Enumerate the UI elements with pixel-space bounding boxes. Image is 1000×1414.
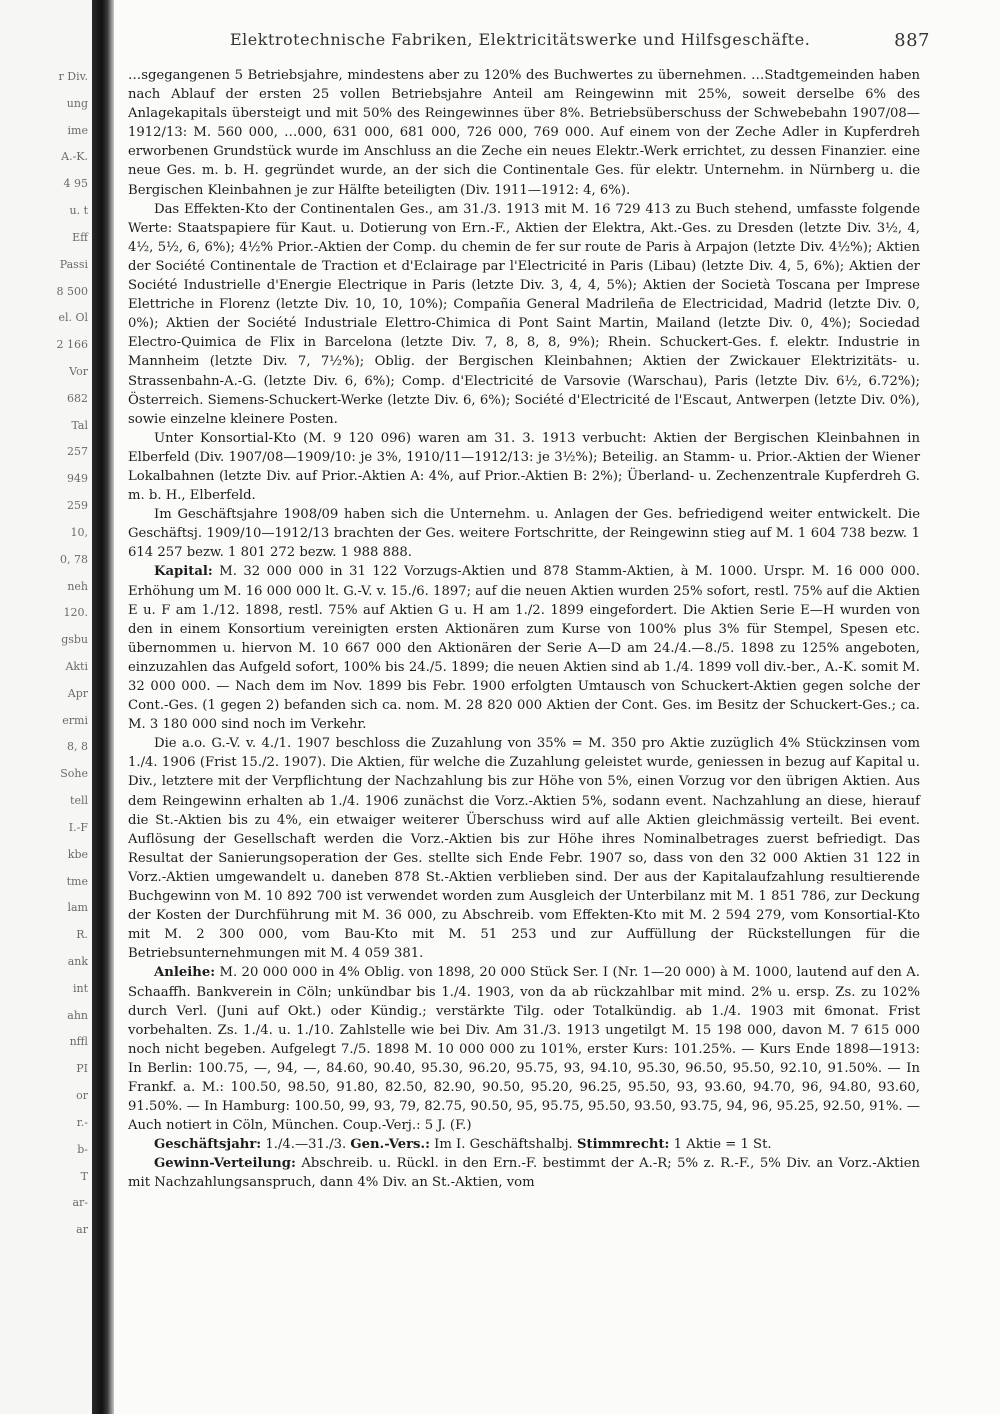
margin-fragment: 259 bbox=[67, 499, 88, 512]
margin-fragment: nffl bbox=[69, 1035, 88, 1048]
margin-fragment: Passi bbox=[59, 258, 88, 271]
margin-fragment: PI bbox=[76, 1062, 88, 1075]
margin-fragment: lam bbox=[67, 901, 88, 914]
margin-fragment: kbe bbox=[67, 848, 88, 861]
paragraph-anleihe: Anleihe: M. 20 000 000 in 4% Oblig. von 1898, 20 000 Stück Ser. I (Nr. 1—20 000) à M. 1000, lautend auf den A. Schaaffh. Bankverein in Cöln; unkündbar bis 1./4. 1903, von da ab rückzahlbar mit mind. 2% u. ersp. Zs. zu 102% durch Verl. (Juni auf Okt.) oder Kündig.; verstärkte Tilg. oder Totalkündig. ab 1./4. 1903 mit 6monat. Frist vorbehalten. Zs. 1./4. u. 1./10. Zahlstelle wie bei Div. Am 31./3. 1913 ungetilgt M. 15 198 000, davon M. 7 615 000 noch nicht begeben. Aufgelegt 7./5. 1898 M. 10 000 000 zu 101%, erster Kurs: 101.25%. — Kurs Ende 1898—1913: In Berlin: 100.75, —, 94, —, 84.60, 90.40, 95.30, 96.20, 95.75, 93, 94.10, 95.30, 96.50, 95.50, 92.10, 91.50%. — In Frankf. a. M.: 100.50, 98.50, 91.80, 82.50, 82.90, 90.50, 95.20, 96.25, 95.50, 93, 93.60, 94.70, 96, 94.80, 93.60, 91.50%. — In Hamburg: 100.50, 99, 93, 79, 82.75, 90.50, 95, 95.75, 95.50, 93.50, 93.75, 94, 96, 95.25, 92.50, 91%. — Auch notiert in Cöln, München. Coup.-Verj.: 5 J. (F.) bbox=[128, 965, 920, 1134]
margin-fragment: b- bbox=[77, 1143, 88, 1156]
margin-fragment: tell bbox=[70, 794, 88, 807]
page-number: 887 bbox=[894, 30, 930, 51]
margin-fragment: 10, bbox=[70, 526, 88, 539]
section-label: Kapital: bbox=[154, 564, 213, 580]
margin-fragment: r Div. bbox=[58, 70, 88, 83]
margin-fragment: 257 bbox=[67, 445, 88, 458]
margin-fragment: 682 bbox=[67, 392, 88, 405]
margin-fragment: r.- bbox=[76, 1116, 88, 1129]
book-gutter-shadow bbox=[92, 0, 114, 1414]
margin-fragment: gsbu bbox=[61, 633, 88, 646]
margin-fragment: Akti bbox=[65, 660, 88, 673]
margin-fragment: ermi bbox=[62, 714, 88, 727]
margin-fragment: ar bbox=[76, 1223, 88, 1236]
margin-fragment: int bbox=[72, 982, 88, 995]
margin-fragment: 949 bbox=[67, 472, 88, 485]
paragraph-kapital: Kapital: M. 32 000 000 in 31 122 Vorzugs-Aktien und 878 Stamm-Aktien, à M. 1000. Urspr. M. 16 000 000. Erhöhung um M. 16 000 000 lt. G.-V. v. 15./6. 1897; auf die neuen Aktien wurden 25% sofort, restl. 75% auf die Aktien E u. F am 1./12. 1898, restl. 75% auf Aktien G u. H am 1./2. 1899 eingefordert. Die Aktien Serie E—H wurden von den in einem Konsortium vereinigten ersten Aktionären zum Kurse von 100% plus 3% für Stempel, Spesen etc. übernommen u. hiervon M. 10 667 000 den Aktionären der Serie A—D am 24./4.—8./5. 1898 zu 125% angeboten, einzuzahlen das Aufgeld sofort, 100% bis 24./5. 1899; die neuen Aktien sind ab 1./4. 1899 voll div.-ber., A.-K. somit M. 32 000 000. — Nach dem im Nov. 1899 bis Febr. 1900 erfolgten Umtausch von Schuckert-Aktien gegen solche der Cont.-Ges. (1 gegen 2) befanden sich ca. nom. M. 28 820 000 Aktien der Cont. Ges. im Besitz der Schuckert-Ges.; ca. M. 3 180 000 sind noch im Verkehr. bbox=[128, 564, 920, 733]
margin-fragment: 8, 8 bbox=[67, 740, 88, 753]
footer-line-geschaeftsjahr: Geschäftsjahr: 1./4.—31./3. Gen.-Vers.: Im I. Geschäftshalbj. Stimmrecht: 1 Aktie = 1 St. bbox=[154, 1137, 772, 1153]
margin-fragment: R. bbox=[76, 928, 88, 941]
adjacent-page-margin bbox=[0, 0, 92, 1414]
paragraph: Unter Konsortial-Kto (M. 9 120 096) waren am 31. 3. 1913 verbucht: Aktien der Bergischen Kleinbahnen in Elberfeld (Div. 1907/08—1909/10: je 3%, 1910/11—1912/13: je 3½%); Beteilig. an Stamm- u. Prior.-Aktien der Wiener Lokalbahnen (letzte Div. auf Prior.-Aktien A: 4%, auf Prior.-Aktien B: 2%); Überland- u. Zechenzentrale Kupferdreh G. m. b. H., Elberfeld. bbox=[128, 430, 920, 504]
margin-fragment: T bbox=[80, 1170, 88, 1183]
margin-fragment: 120. bbox=[63, 606, 88, 619]
footer-line-gewinnverteilung: Gewinn-Verteilung: Abschreib. u. Rückl. in den Ern.-F. bestimmt der A.-R; 5% z. R.-F., 5% Div. an Vorz.-Aktien mit Nachzahlungsanspruch, dann 4% Div. an St.-Aktien, vom bbox=[128, 1156, 920, 1191]
margin-fragment: A.-K. bbox=[61, 150, 88, 163]
margin-fragment: or bbox=[76, 1089, 88, 1102]
paragraph: …sgegangenen 5 Betriebsjahre, mindestens aber zu 120% des Buchwertes zu übernehmen. …Stadtgemeinden haben nach Ablauf der ersten 25 vollen Betriebsjahre Anteil am Reingewinn mit 25%, soweit derselbe 6% des Anlagekapitals übersteigt und mit 50% des Reingewinnes über 8%. Betriebsüberschuss der Schwebebahn 1907/08—1912/13: M. 560 000, …000, 631 000, 681 000, 726 000, 769 000. Auf einem von der Zeche Adler in Kupferdreh erworbenen Grundstück wurde im Anschluss an die Zeche ein neues Elektr.-Werk errichtet, zu dessen Finanzier. eine neue Ges. m. b. H. gegründet wurde, an der sich die Continentale Ges. für elektr. Unternehm. in Nürnberg u. die Bergischen Kleinbahnen je zur Hälfte beteiligten (Div. 1911—1912: 4, 6%). bbox=[128, 68, 920, 198]
margin-fragment: ar- bbox=[72, 1196, 88, 1209]
running-header bbox=[230, 30, 930, 54]
margin-fragment: Eff bbox=[72, 231, 88, 244]
margin-fragment: Tal bbox=[71, 419, 88, 432]
margin-fragment: el. Ol bbox=[58, 311, 88, 324]
margin-fragment: Vor bbox=[69, 365, 88, 378]
paragraph: Die a.o. G.-V. v. 4./1. 1907 beschloss die Zuzahlung von 35% = M. 350 pro Aktie zuzüglich 4% Stückzinsen vom 1./4. 1906 (Frist 15./2. 1907). Die Aktien, für welche die Zuzahlung geleistet wurde, geniessen in bezug auf Kapital u. Div., letztere mit der Verpflichtung der Nachzahlung bis zur Höhe von 5%, einen Vorzug vor den übrigen Aktien. Aus dem Reingewinn erhalten ab 1./4. 1906 zunächst die Vorz.-Aktien 5%, sodann event. Nachzahlung an diese, hierauf die St.-Aktien bis zu 4%, ein etwaiger weiterer Überschuss wird auf alle Aktien gleichmässig verteilt. Bei event. Auflösung der Gesellschaft werden die Vorz.-Aktien bis zur Höhe ihres Nominalbetrages zuerst befriedigt. Das Resultat der Sanierungsoperation der Ges. stellte sich Ende Febr. 1907 so, dass von den 32 000 Aktien 31 122 in Vorz.-Aktien umgewandelt u. daneben 878 St.-Aktien verblieben sind. Der aus der Kapitalaufzahlung resultierende Buchgewinn von M. 10 892 700 ist verwendet worden zum Ausgleich der Unterbilanz mit M. 1 851 786, zur Deckung der Kosten der Durchführung mit M. 36 000, zu Abschreib. vom Effekten-Kto mit M. 2 594 279, vom Konsortial-Kto mit M. 2 300 000, vom Bau-Kto mit M. 51 253 und zur Auffüllung der Rückstellungen für die Betriebsunternehmungen mit M. 4 059 381. bbox=[128, 736, 920, 962]
margin-fragment: 4 95 bbox=[63, 177, 88, 190]
margin-fragment: I.-F bbox=[68, 821, 88, 834]
margin-fragment: Apr bbox=[67, 687, 88, 700]
page-body bbox=[128, 66, 920, 1394]
margin-fragment: 2 166 bbox=[56, 338, 88, 351]
margin-fragment: 0, 78 bbox=[60, 553, 88, 566]
margin-fragment: ahn bbox=[67, 1009, 88, 1022]
margin-fragment: ung bbox=[66, 97, 88, 110]
margin-fragment: ank bbox=[67, 955, 88, 968]
section-label: Anleihe: bbox=[154, 965, 216, 981]
margin-fragment: neh bbox=[67, 580, 88, 593]
margin-fragment: ime bbox=[67, 124, 88, 137]
paragraph: Das Effekten-Kto der Continentalen Ges., am 31./3. 1913 mit M. 16 729 413 zu Buch stehend, umfasste folgende Werte: Staatspapiere für Kaut. u. Dotierung von Ern.-F., Aktien der Elektra, Akt.-Ges. zu Dresden (letzte Div. 3½, 4, 4½, 5½, 6, 6%); 4½% Prior.-Aktien der Comp. du chemin de fer sur route de Paris à Arpajon (letzte Div. 4½%); Aktien der Société Continentale de Traction et d'Eclairage par l'Electricité in Paris (Libau) (letzte Div. 4, 5, 6%); Aktien der Société Industrielle d'Energie Electrique in Paris (letzte Div. 3, 4, 4, 5%); Aktien der Società Toscana per Imprese Elettriche in Florenz (letzte Div. 10, 10, 10%); Compañia General Madrileña de Electricidad, Madrid (letzte Div. 0, 0%); Aktien der Société Industriale Elettro-Chimica di Pont Saint Martin, Mailand (letzte Div. 0, 4%); Sociedad Electro-Quimica de Flix in Barcelona (letzte Div. 7, 8, 8, 8, 9%); Rhein. Schuckert-Ges. f. elektr. Industrie in Mannheim (letzte Div. 7, 7½%); Oblig. der Bergischen Kleinbahnen; Aktien der Zwickauer Elektrizitäts- u. Strassenbahn-A.-G. (letzte Div. 6, 6%); Comp. d'Electricité de Varsovie (Warschau), Paris (letzte Div. 6½, 6.72%); Österreich. Siemens-Schuckert-Werke (letzte Div. 6, 6%); Société d'Electricité de l'Escaut, Antwerpen (letzte Div. 0%), sowie einzelne kleinere Posten. bbox=[128, 201, 920, 427]
paragraph: Im Geschäftsjahre 1908/09 haben sich die Unternehm. u. Anlagen der Ges. befriedigend weiter entwickelt. Die Geschäftsj. 1909/10—1912/13 brachten der Ges. weitere Fortschritte, der Reingewinn stieg auf M. 1 604 738 bezw. 1 614 257 bezw. 1 801 272 bezw. 1 988 888. bbox=[128, 507, 920, 561]
header-title: Elektrotechnische Fabriken, Elektricitätswerke und Hilfsgeschäfte. bbox=[230, 30, 811, 49]
margin-fragment: tme bbox=[66, 875, 88, 888]
margin-fragment: Sohe bbox=[60, 767, 88, 780]
margin-fragment: 8 500 bbox=[56, 285, 88, 298]
margin-fragment: u. t bbox=[69, 204, 88, 217]
